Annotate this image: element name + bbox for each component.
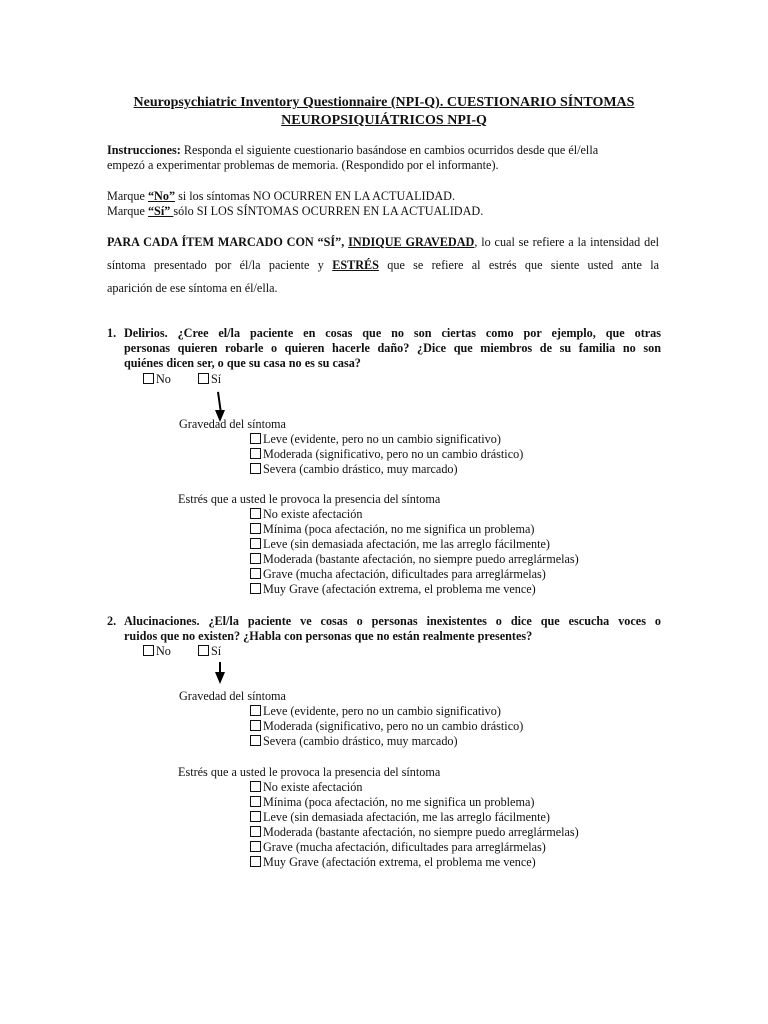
option-label: Leve (sin demasiada afectación, me las arreglo fácilmente) (263, 537, 550, 551)
question-2-answer-si[interactable] (198, 644, 221, 659)
arrow-down-icon (217, 392, 221, 412)
question-1-answer-si[interactable] (198, 372, 221, 387)
answer-si-label: Sí (211, 372, 222, 386)
answer-si-label: Sí (211, 644, 222, 658)
checkbox[interactable] (250, 553, 261, 564)
marking-si-line (107, 204, 483, 219)
question-2-estres-muy-grave[interactable] (250, 855, 536, 870)
marking-si-word: “Sí” (147, 204, 174, 218)
option-label: No existe afectación (263, 507, 363, 521)
marking-no-prefix: Marque (107, 189, 148, 203)
option-label: Muy Grave (afectación extrema, el problema me vence) (263, 855, 536, 869)
checkbox[interactable] (250, 583, 261, 594)
checkbox[interactable] (250, 826, 261, 837)
question-1-estres-moderada[interactable] (250, 552, 579, 567)
each-item-line-2a: síntoma presentado por él/la paciente y (107, 258, 333, 272)
question-1-estres-leve[interactable] (250, 537, 550, 552)
question-2-estres-title: Estrés que a usted le provoca la presencia del síntoma (178, 765, 441, 779)
checkbox[interactable] (250, 538, 261, 549)
question-1-gravedad-leve[interactable] (250, 432, 501, 447)
question-1-gravedad-title: Gravedad del síntoma (179, 417, 286, 431)
marking-si-prefix: Marque (107, 204, 148, 218)
question-2-gravedad-severa[interactable] (250, 734, 458, 749)
question-1-estres-grave[interactable] (250, 567, 546, 582)
marking-no-rest: si los síntomas NO OCURREN EN LA ACTUALIDAD. (175, 189, 456, 203)
option-label: Mínima (poca afectación, no me significa un problema) (263, 522, 535, 536)
each-item-line-2c: que se refiere al estrés que siente usted ante la (378, 258, 660, 272)
checkbox[interactable] (250, 463, 261, 474)
each-item-line-3: aparición de ese síntoma en él/ella. (107, 281, 278, 295)
question-2-line-1: Alucinaciones. ¿El/la paciente ve cosas o personas inexistentes o dice que escucha voces o (124, 614, 661, 628)
question-1-line-2: personas quieren robarle o quieren hacerle daño? ¿Dice que miembros de su familia no son (124, 341, 661, 355)
checkbox[interactable] (198, 373, 209, 384)
each-item-line-2 (107, 258, 659, 273)
question-2-line-2: ruidos que no existen? ¿Habla con personas que no están realmente presentes? (124, 629, 533, 643)
instructions-text-1: Responda el siguiente cuestionario basándose en cambios ocurridos desde que él/ella (180, 143, 599, 157)
each-item-estres: ESTRÉS (332, 258, 379, 272)
marking-si-rest: sólo SI LOS SÍNTOMAS OCURREN EN LA ACTUALIDAD. (173, 204, 484, 218)
answer-no-label: No (156, 372, 171, 386)
each-item-part-3: , lo cual se refiere a la intensidad del (474, 235, 659, 249)
option-label: No existe afectación (263, 780, 363, 794)
option-label: Moderada (bastante afectación, no siempre puedo arreglármelas) (263, 552, 579, 566)
question-1-number: 1. (107, 326, 117, 340)
checkbox[interactable] (250, 433, 261, 444)
option-label: Mínima (poca afectación, no me significa un problema) (263, 795, 535, 809)
checkbox[interactable] (250, 508, 261, 519)
question-1-gravedad-severa[interactable] (250, 462, 458, 477)
option-label: Leve (sin demasiada afectación, me las arreglo fácilmente) (263, 810, 550, 824)
question-1-estres-minima[interactable] (250, 522, 534, 537)
question-1-line-1: Delirios. ¿Cree el/la paciente en cosas que no son ciertas como por ejemplo, que otras (124, 326, 661, 340)
question-1-estres-no-existe[interactable] (250, 507, 362, 522)
marking-no-word: “No” (147, 189, 176, 203)
checkbox[interactable] (250, 523, 261, 534)
option-label: Muy Grave (afectación extrema, el problema me vence) (263, 582, 536, 596)
question-2-estres-moderada[interactable] (250, 825, 579, 840)
question-2-estres-minima[interactable] (250, 795, 534, 810)
option-label: Grave (mucha afectación, dificultades para arreglármelas) (263, 840, 546, 854)
question-2-answer-no[interactable] (143, 644, 171, 659)
question-1-estres-title: Estrés que a usted le provoca la presencia del síntoma (178, 492, 441, 506)
checkbox[interactable] (143, 645, 154, 656)
checkbox[interactable] (250, 448, 261, 459)
question-1-gravedad-moderada[interactable] (250, 447, 523, 462)
checkbox[interactable] (250, 841, 261, 852)
checkbox[interactable] (250, 811, 261, 822)
option-label: Severa (cambio drástico, muy marcado) (263, 462, 458, 476)
option-label: Moderada (bastante afectación, no siempre puedo arreglármelas) (263, 825, 579, 839)
question-1-estres-muy-grave[interactable] (250, 582, 536, 597)
question-2-gravedad-title: Gravedad del síntoma (179, 689, 286, 703)
option-label: Leve (evidente, pero no un cambio significativo) (263, 432, 501, 446)
question-2-gravedad-leve[interactable] (250, 704, 501, 719)
checkbox[interactable] (143, 373, 154, 384)
answer-no-label: No (156, 644, 171, 658)
marking-no-line (107, 189, 455, 204)
option-label: Grave (mucha afectación, dificultades para arreglármelas) (263, 567, 546, 581)
instructions-line-1 (107, 143, 598, 158)
question-1-line-3: quiénes dicen ser, o que su casa no es su casa? (124, 356, 361, 370)
checkbox[interactable] (250, 856, 261, 867)
document-title-line-1: Neuropsychiatric Inventory Questionnaire (NPI-Q). CUESTIONARIO SÍNTOMAS (133, 95, 635, 110)
instructions-line-2: empezó a experimentar problemas de memoria. (Respondido por el informante). (107, 158, 499, 172)
checkbox[interactable] (250, 705, 261, 716)
checkbox[interactable] (198, 645, 209, 656)
option-label: Severa (cambio drástico, muy marcado) (263, 734, 458, 748)
checkbox[interactable] (250, 735, 261, 746)
option-label: Moderada (significativo, pero no un cambio drástico) (263, 447, 524, 461)
arrow-head-icon (215, 672, 225, 684)
question-2-gravedad-moderada[interactable] (250, 719, 523, 734)
question-2-estres-no-existe[interactable] (250, 780, 362, 795)
checkbox[interactable] (250, 568, 261, 579)
each-item-line-1 (107, 235, 659, 250)
question-1-answer-no[interactable] (143, 372, 171, 387)
document-title-line-2: NEUROPSIQUIÁTRICOS NPI-Q (281, 113, 487, 128)
instructions-label: Instrucciones: (107, 143, 181, 157)
question-2-estres-leve[interactable] (250, 810, 550, 825)
checkbox[interactable] (250, 796, 261, 807)
option-label: Moderada (significativo, pero no un cambio drástico) (263, 719, 524, 733)
checkbox[interactable] (250, 781, 261, 792)
option-label: Leve (evidente, pero no un cambio significativo) (263, 704, 501, 718)
question-2-estres-grave[interactable] (250, 840, 546, 855)
question-2-number: 2. (107, 614, 117, 628)
checkbox[interactable] (250, 720, 261, 731)
each-item-indique-gravedad: INDIQUE GRAVEDAD (348, 235, 475, 249)
each-item-part-1: PARA CADA ÍTEM MARCADO CON “SÍ”, (107, 235, 349, 249)
